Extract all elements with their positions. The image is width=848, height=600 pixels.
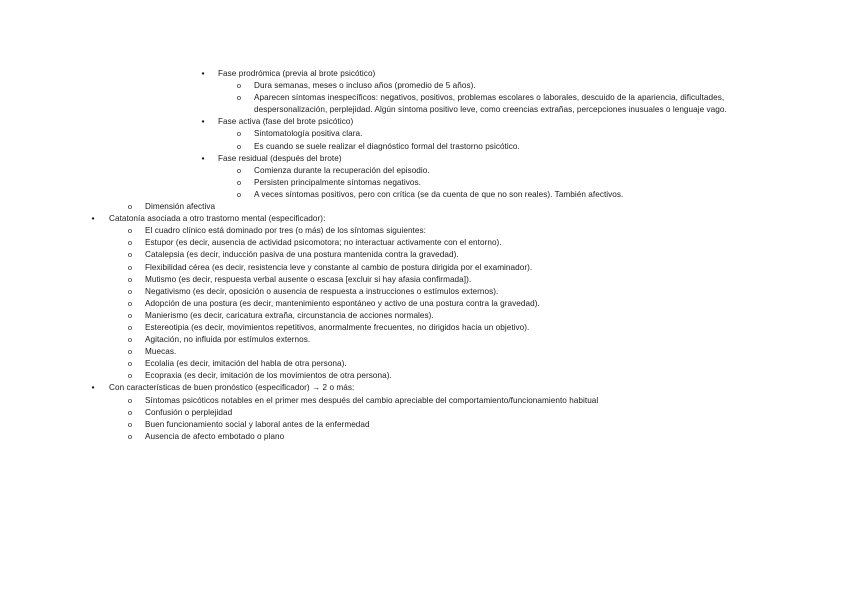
list-item-text: Ecopraxia (es decir, imitación de los movimientos de otra persona).	[145, 371, 392, 381]
list-item-level-4	[0, 165, 848, 177]
list-item-level-2	[0, 310, 848, 322]
list-item-text: Mutismo (es decir, respuesta verbal ausente o escasa [excluir si hay afasia confirmada]).	[145, 274, 472, 284]
list-item-level-2	[0, 358, 848, 370]
list-item-text: Estupor (es decir, ausencia de actividad psicomotora; no interactuar activamente con el entorno).	[145, 238, 502, 248]
list-item-text: Confusión o perplejidad	[145, 407, 233, 417]
list-item-text: Persisten principalmente síntomas negativos.	[254, 177, 421, 187]
list-item-level-1	[0, 382, 848, 394]
list-item-level-2	[0, 249, 848, 261]
list-item-level-2	[0, 431, 848, 443]
list-item-text: Dimensión afectiva	[145, 202, 216, 212]
list-item-level-2	[0, 201, 848, 213]
list-item-level-2	[0, 370, 848, 382]
list-item-level-4	[0, 189, 848, 201]
list-item-text: Con características de buen pronóstico (especificador) → 2 o más:	[109, 383, 355, 393]
list-item-text: Es cuando se suele realizar el diagnóstico formal del trastorno psicótico.	[254, 141, 520, 151]
list-item-text: Fase prodrómica (previa al brote psicótico)	[218, 69, 376, 78]
list-item-level-2	[0, 322, 848, 334]
list-item-text: Aparecen síntomas inespecíficos: negativos, positivos, problemas escolares o laborales, descuido de la apariencia, dificultades,	[254, 93, 725, 103]
list-item-level-2	[0, 225, 848, 237]
bullet-disc-icon	[199, 153, 207, 165]
list-item-level-3	[0, 153, 848, 165]
list-item-text: Estereotipia (es decir, movimientos repetitivos, anormalmente frecuentes, no dirigidos hacia un objetivo).	[145, 322, 530, 332]
list-item-text: Fase residual (después del brote)	[218, 153, 342, 163]
list-item-text: Negativismo (es decir, oposición o ausencia de respuesta a instrucciones o estímulos externos).	[145, 286, 499, 296]
list-item-text: Catatonía asociada a otro trastorno mental (especificador):	[109, 214, 326, 224]
list-item-level-2	[0, 419, 848, 431]
list-item-text: despersonalización, perplejidad. Algún síntoma positivo leve, como creencias extrañas, percepciones inusuales o lenguaje vago.	[254, 105, 727, 115]
list-item-level-4	[0, 177, 848, 189]
document-page	[0, 68, 848, 443]
bullet-disc-icon	[89, 382, 97, 394]
list-item-text: Adopción de una postura (es decir, mantenimiento espontáneo y activo de una postura contra la gravedad).	[145, 298, 540, 308]
list-item-text: Comienza durante la recuperación del episodio.	[254, 165, 430, 175]
list-item-level-4	[0, 80, 848, 92]
list-item-level-3	[0, 68, 848, 80]
list-item-level-2	[0, 262, 848, 274]
list-item-text: Sintomatología positiva clara.	[254, 129, 363, 139]
list-item-text: Buen funcionamiento social y laboral antes de la enfermedad	[145, 419, 370, 429]
list-item-text: A veces síntomas positivos, pero con crítica (se da cuenta de que no son reales). También afectivos.	[254, 189, 624, 199]
list-item-level-2	[0, 346, 848, 358]
list-item-continuation	[0, 104, 848, 116]
list-item-text: Fase activa (fase del brote psicótico)	[218, 117, 354, 127]
list-item-level-4	[0, 128, 848, 140]
list-item-level-2	[0, 395, 848, 407]
list-item-text: Dura semanas, meses o incluso años (promedio de 5 años).	[254, 81, 476, 91]
bullet-disc-icon	[199, 68, 207, 80]
list-item-text: Muecas.	[145, 347, 177, 357]
list-item-level-2	[0, 407, 848, 419]
list-item-text: Síntomas psicóticos notables en el primer mes después del cambio apreciable del comportamiento/funcionamiento habitual	[145, 395, 599, 405]
bullet-disc-icon	[199, 116, 207, 128]
list-item-level-1	[0, 213, 848, 225]
list-item-level-2	[0, 286, 848, 298]
list-item-level-3	[0, 116, 848, 128]
list-item-level-4	[0, 141, 848, 153]
list-item-text: Catalepsia (es decir, inducción pasiva de una postura mantenida contra la gravedad).	[145, 250, 459, 260]
bullet-disc-icon	[89, 213, 97, 225]
bullet-outline	[0, 68, 848, 443]
list-item-level-2	[0, 298, 848, 310]
list-item-text: Ecolalia (es decir, imitación del habla de otra persona).	[145, 359, 347, 369]
list-item-text: El cuadro clínico está dominado por tres (o más) de los síntomas siguientes:	[145, 226, 426, 236]
list-item-level-2	[0, 237, 848, 249]
list-item-text: Ausencia de afecto embotado o plano	[145, 431, 285, 441]
list-item-text: Manierismo (es decir, caricatura extraña, circunstancia de acciones normales).	[145, 310, 434, 320]
list-item-level-4	[0, 92, 848, 104]
list-item-level-2	[0, 274, 848, 286]
list-item-level-2	[0, 334, 848, 346]
bullet-circle-icon	[126, 431, 134, 444]
list-item-text: Agitación, no influida por estímulos externos.	[145, 335, 311, 345]
list-item-text: Flexibilidad cérea (es decir, resistencia leve y constante al cambio de postura dirigida por el examinador).	[145, 262, 533, 272]
